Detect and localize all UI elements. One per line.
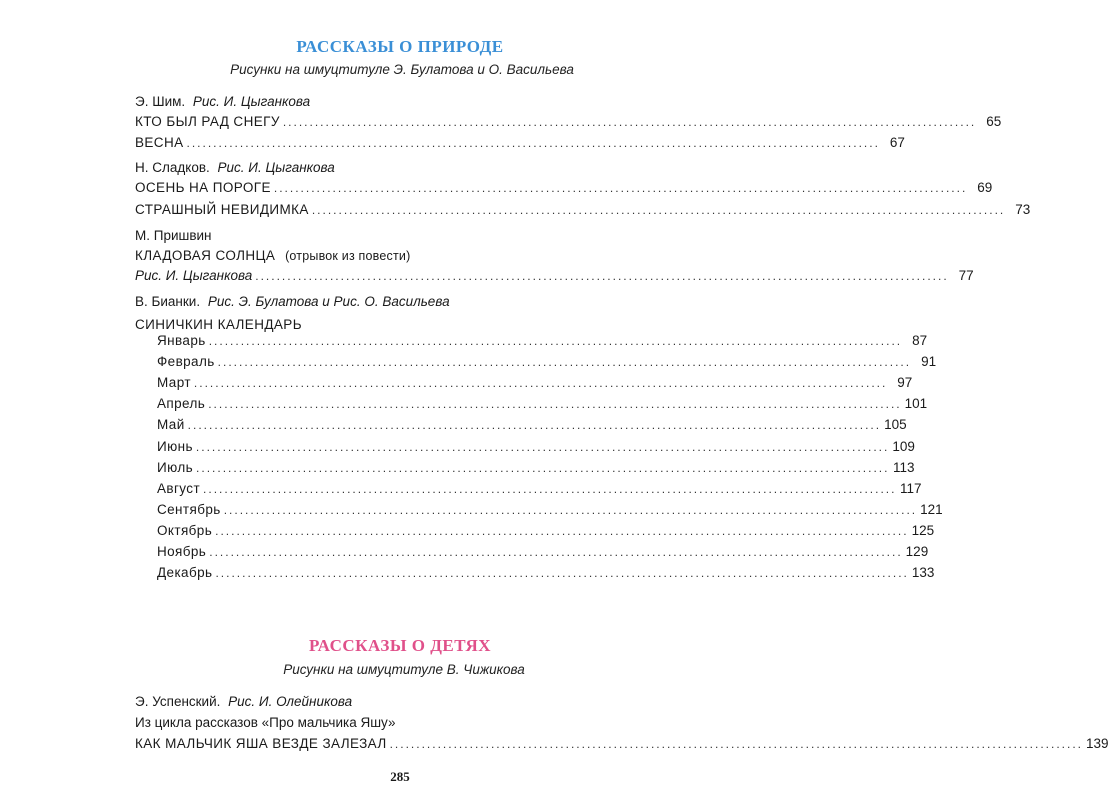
section-title-nature: РАССКАЗЫ О ПРИРОДЕ — [296, 37, 504, 56]
toc-entry[interactable] — [135, 133, 905, 153]
author-name: В. Бианки. — [135, 294, 201, 309]
leader-dots: .................................................................................................................................. — [196, 460, 890, 475]
entry-title: ВЕСНА — [135, 135, 184, 150]
leader-dots: .................................................................................................................................. — [389, 737, 1084, 751]
leader-dots: .................................................................................................................................. — [223, 502, 918, 517]
page-ref: 121 — [920, 501, 943, 517]
entry-title-line — [135, 246, 410, 266]
month-name: Ноябрь — [157, 544, 207, 559]
page-ref: 77 — [958, 268, 974, 283]
page-ref: 65 — [986, 114, 1002, 129]
section-subtitle-children: Рисунки на шмуцтитуле В. Чижикова — [283, 662, 525, 677]
page-ref: 101 — [904, 396, 928, 412]
page-ref: 139 — [1086, 736, 1109, 751]
month-name: Сентябрь — [157, 501, 221, 517]
author-name: Э. Шим. — [135, 94, 186, 109]
author-name: Э. Успенский. — [135, 694, 221, 709]
month-entry[interactable] — [157, 563, 935, 583]
toc-entry[interactable] — [135, 112, 1002, 132]
leader-dots: .................................................................................................................................. — [193, 376, 888, 391]
month-name: Май — [157, 417, 185, 433]
entry-title: СИНИЧКИН КАЛЕНДАРЬ — [135, 317, 302, 332]
entry-title: СТРАШНЫЙ НЕВИДИМКА — [135, 202, 309, 217]
page-ref: 91 — [921, 354, 937, 370]
month-entry[interactable] — [157, 521, 935, 541]
illustrator-credit: Рис. И. Цыганкова — [217, 160, 335, 175]
author-line-prishvin — [135, 226, 212, 246]
section-title-children: РАССКАЗЫ О ДЕТЯХ — [308, 636, 492, 655]
section-subtitle-nature: Рисунки на шмуцтитуле Э. Булатова и О. Васильева — [230, 62, 574, 77]
leader-dots: .................................................................................................................................. — [273, 181, 968, 195]
leader-dots: .................................................................................................................................. — [282, 115, 977, 129]
month-entry[interactable] — [157, 394, 928, 414]
page-ref: 117 — [899, 480, 922, 496]
leader-dots: .................................................................................................................................. — [215, 566, 909, 581]
leader-dots: .................................................................................................................................. — [186, 136, 880, 150]
leader-dots: .................................................................................................................................. — [215, 523, 909, 538]
toc-entry[interactable] — [135, 200, 1031, 220]
month-entry[interactable] — [157, 415, 907, 435]
page-ref: 109 — [892, 438, 915, 454]
entry-title: ОСЕНЬ НА ПОРОГЕ — [135, 180, 271, 195]
month-entry[interactable] — [157, 458, 915, 478]
page-ref: 69 — [977, 180, 993, 195]
page-ref: 73 — [1015, 202, 1031, 217]
entry-title: КЛАДОВАЯ СОЛНЦА — [135, 248, 276, 263]
leader-dots: .................................................................................................................................. — [195, 439, 890, 454]
illustrator-credit: Рис. Э. Булатова и Рис. О. Васильева — [207, 294, 450, 309]
leader-dots: .................................................................................................................................. — [208, 397, 902, 412]
page-ref: 97 — [897, 375, 913, 391]
month-entry[interactable] — [157, 479, 922, 499]
page-number: 285 — [390, 769, 410, 784]
author-name: Н. Сладков. — [135, 160, 210, 175]
page-ref: 87 — [912, 333, 928, 348]
toc-entry[interactable] — [135, 734, 1109, 754]
leader-dots: .................................................................................................................................. — [203, 481, 897, 496]
author-line-bianki — [135, 292, 450, 312]
page-ref: 67 — [889, 135, 905, 150]
month-name: Апрель — [157, 396, 206, 412]
leader-dots: .................................................................................................................................. — [255, 269, 949, 283]
entry-title: КАК МАЛЬЧИК ЯША ВЕЗДЕ ЗАЛЕЗАЛ — [135, 736, 387, 751]
entry-title: КТО БЫЛ РАД СНЕГУ — [135, 114, 280, 129]
leader-dots: .................................................................................................................................. — [208, 334, 903, 348]
month-name: Декабрь — [157, 565, 213, 581]
month-entry[interactable] — [157, 373, 913, 393]
month-name: Октябрь — [157, 522, 213, 538]
page-ref: 133 — [911, 565, 935, 581]
author-line-shim — [135, 92, 310, 112]
illustrator-credit: Рис. И. Олейникова — [228, 694, 353, 709]
month-entry[interactable] — [157, 437, 915, 457]
author-name: М. Пришвин — [135, 228, 212, 243]
month-name: Февраль — [157, 354, 215, 370]
toc-entry[interactable] — [135, 178, 993, 198]
page-ref: 125 — [911, 522, 935, 538]
entry-note: (отрывок из повести) — [285, 249, 411, 263]
month-name: Август — [157, 480, 201, 496]
month-name: Март — [157, 375, 191, 391]
page-ref: 129 — [905, 544, 929, 559]
month-name: Июнь — [157, 438, 193, 454]
illustrator-credit: Рис. И. Цыганкова — [192, 94, 311, 109]
author-line-uspensky — [135, 692, 352, 712]
month-entry[interactable] — [157, 542, 929, 562]
cycle-line — [135, 713, 395, 733]
page-ref: 105 — [884, 417, 907, 433]
leader-dots: .................................................................................................................................. — [209, 545, 903, 559]
month-name: Июль — [157, 459, 194, 475]
leader-dots: .................................................................................................................................. — [311, 203, 1006, 217]
month-entry[interactable] — [157, 352, 937, 372]
cycle-note: Из цикла рассказов «Про мальчика Яшу» — [135, 715, 396, 730]
illustrator-credit: Рис. И. Цыганкова — [135, 268, 253, 283]
leader-dots: .................................................................................................................................. — [217, 355, 912, 370]
month-entry[interactable] — [157, 500, 943, 520]
toc-entry[interactable] — [135, 266, 974, 286]
leader-dots: .................................................................................................................................. — [187, 418, 882, 433]
month-name: Январь — [157, 333, 206, 348]
author-line-sladkov — [135, 158, 335, 178]
month-entry[interactable] — [157, 331, 928, 351]
page-ref: 113 — [892, 459, 915, 475]
